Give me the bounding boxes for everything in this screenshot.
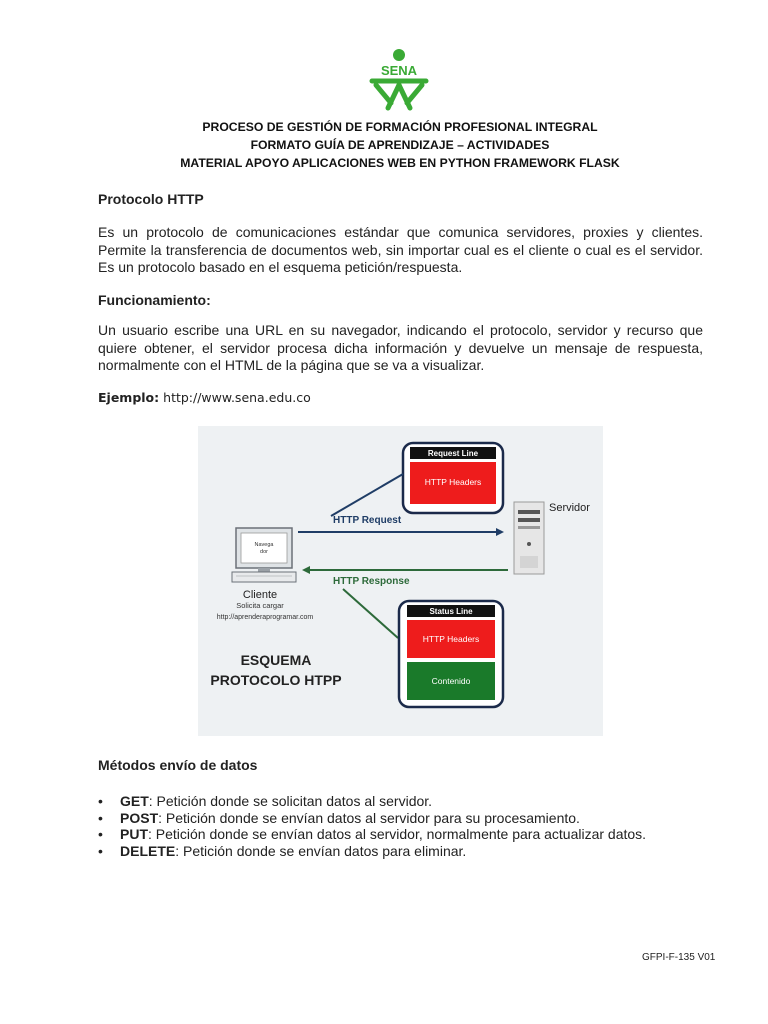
source-url-label: http://aprenderaprogramar.com — [216, 614, 314, 621]
request-headers-label: HTTP Headers — [424, 477, 482, 487]
document-header — [0, 118, 768, 172]
http-request-label: HTTP Request — [333, 515, 402, 526]
client-label: Cliente — [242, 589, 278, 601]
header-line-3: MATERIAL APOYO APLICACIONES WEB EN PYTHON FRAMEWORK FLASK — [180, 156, 620, 170]
schema-title-line-2: PROTOCOLO HTPP — [210, 672, 342, 688]
method-desc: : Petición donde se envían datos al servidor, normalmente para actualizar datos. — [148, 826, 647, 843]
method-desc: : Petición donde se solicitan datos al servidor. — [148, 793, 433, 809]
list-item: • PUT: Petición donde se envían datos al servidor, normalmente para actualizar datos. — [98, 826, 647, 843]
response-connector — [343, 589, 398, 638]
sena-logo — [366, 48, 432, 112]
method-name: PUT — [120, 826, 148, 843]
sena-logo-icon — [366, 48, 432, 112]
method-desc: : Petición donde se envían datos para eliminar. — [175, 843, 467, 860]
form-code: GFPI-F-135 V01 — [642, 952, 716, 963]
http-response-label: HTTP Response — [333, 576, 410, 587]
example-line — [98, 390, 311, 405]
example-url: http://www.sena.edu.co — [163, 390, 311, 405]
method-name: POST — [120, 809, 159, 826]
header-line-1: PROCESO DE GESTIÓN DE FORMACIÓN PROFESIONAL INTEGRAL — [202, 120, 598, 134]
response-headers-label: HTTP Headers — [422, 634, 480, 644]
request-connector — [331, 474, 403, 516]
client-screen-text-2: dor — [260, 549, 268, 555]
list-item: • POST: Petición donde se envían datos al servidor para su procesamiento. — [98, 809, 580, 826]
server-label: Servidor — [549, 502, 590, 514]
server-icon — [514, 502, 544, 574]
methods-list — [98, 793, 646, 860]
request-line-label: Request Line — [427, 449, 479, 458]
client-computer-icon — [232, 528, 296, 582]
list-item: • GET: Petición donde se solicitan datos al servidor. — [98, 793, 433, 809]
section-body-funcionamiento: Un usuario escribe una URL en su navegador, indicando el protocolo, servidor y recurso que quiere obtener, el servidor procesa dicha información y devuelve un mensaje de respuesta, normalmente con el HTML de la página que se va a visualizar. — [98, 322, 703, 373]
schema-title-line-1: ESQUEMA — [240, 652, 312, 668]
example-label: Ejemplo: — [98, 390, 160, 405]
http-schema-diagram — [198, 426, 603, 736]
http-request-arrowhead — [496, 528, 504, 536]
section-body-protocolo-http: Es un protocolo de comunicaciones estándar que comunica servidores, proxies y clientes. Permite la transferencia de documentos web, sin importar cual es el cliente o cual es el servidor. Es un protocolo basado en el esquema petición/respuesta. — [98, 224, 703, 275]
method-name: GET — [120, 793, 149, 809]
method-desc: : Petición donde se envían datos al servidor para su procesamiento. — [158, 809, 580, 826]
status-line-label: Status Line — [429, 607, 473, 616]
section-title-protocolo-http: Protocolo HTTP — [98, 191, 204, 207]
section-title-metodos: Métodos envío de datos — [98, 757, 258, 773]
header-line-2: FORMATO GUÍA DE APRENDIZAJE – ACTIVIDADES — [250, 138, 550, 152]
http-response-arrowhead — [302, 566, 310, 574]
list-item: • DELETE: Petición donde se envían datos para eliminar. — [98, 843, 467, 860]
sena-logo-text: SENA — [380, 63, 418, 78]
content-label: Contenido — [431, 676, 471, 686]
section-title-funcionamiento: Funcionamiento: — [98, 292, 211, 308]
client-screen-text-1: Navega — [254, 542, 274, 548]
client-solicita-label: Solicita cargar — [236, 601, 284, 610]
method-name: DELETE — [120, 843, 176, 860]
